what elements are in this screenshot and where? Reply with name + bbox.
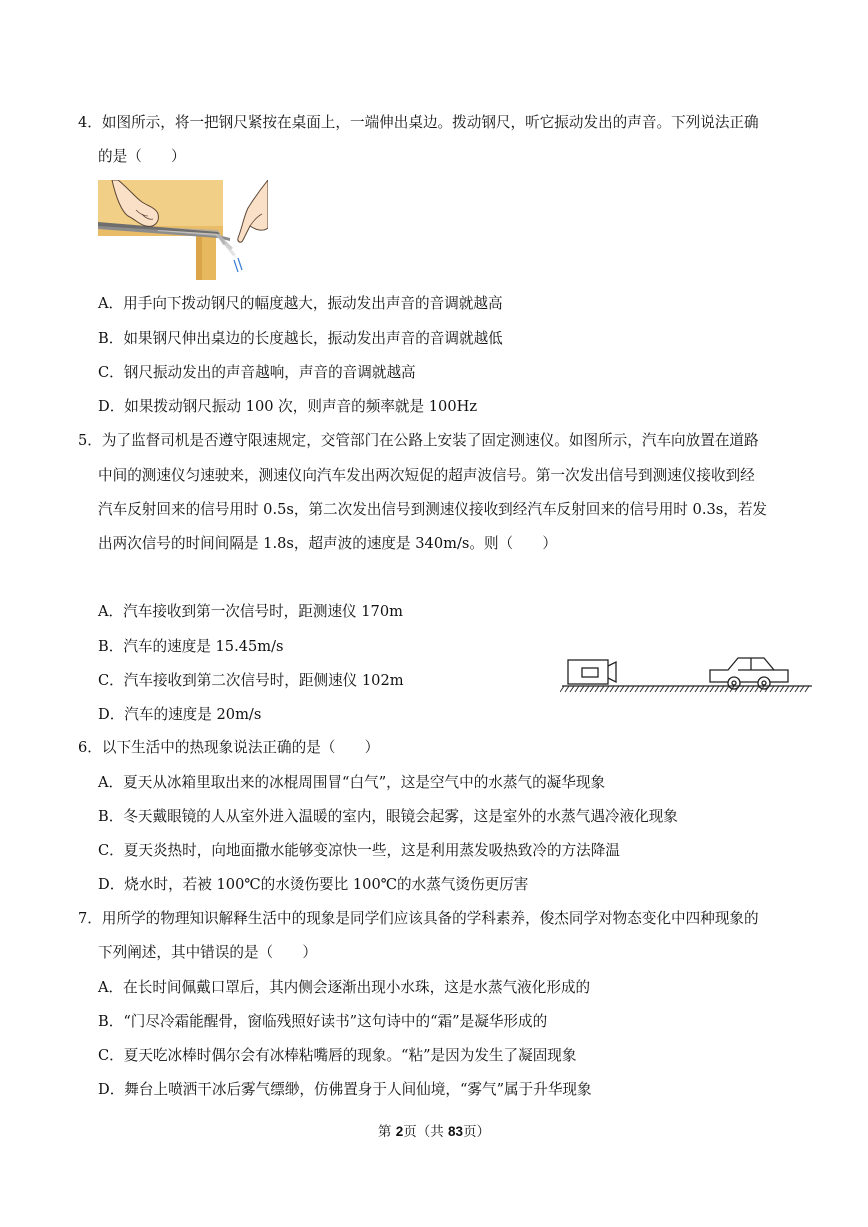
road-hatch-mark xyxy=(700,686,704,692)
question-5-option-b: B．汽车的速度是 15.45m/s xyxy=(98,638,284,655)
question-4-option-d: D．如果拨动钢尺振动 100 次，则声音的频率就是 100Hz xyxy=(98,398,478,415)
road-hatch-mark xyxy=(620,686,624,692)
road-hatch-mark xyxy=(650,686,654,692)
road-hatch-mark xyxy=(685,686,689,692)
car xyxy=(710,658,788,689)
road-hatch-mark xyxy=(630,686,634,692)
question-4-stem-line1: 4．如图所示，将一把钢尺紧按在桌面上，一端伸出桌边。拨动钢尺，听它振动发出的声音。下列说法正确 xyxy=(78,114,759,131)
question-6-option-b: B．冬天戴眼镜的人从室外进入温暖的室内，眼镜会起雾，这是室外的水蒸气遇冷液化现象 xyxy=(98,808,678,825)
road-hatch-mark xyxy=(800,686,804,692)
road-hatch-mark xyxy=(680,686,684,692)
question-5-stem-line3: 汽车反射回来的信号用时 0.5s，第二次发出信号到测速仪接收到经汽车反射回来的信号用时 0.3s，若发 xyxy=(98,501,768,518)
ruler-on-table-figure xyxy=(98,180,268,280)
question-7-stem-line2: 下列阐述，其中错误的是（ ） xyxy=(98,944,317,961)
road-hatch-mark xyxy=(755,686,759,692)
question-7-option-a: A．在长时间佩戴口罩后，其内侧会逐渐出现小水珠，这是水蒸气液化形成的 xyxy=(98,979,591,996)
road-hatch-mark xyxy=(585,686,589,692)
road-hatch-mark xyxy=(785,686,789,692)
road-hatch-mark xyxy=(665,686,669,692)
question-4-option-b: B．如果钢尺伸出桌边的长度越长，振动发出声音的音调就越低 xyxy=(98,330,503,347)
question-4-option-a: A．用手向下拨动钢尺的幅度越大，振动发出声音的音调就越高 xyxy=(98,295,503,312)
question-6-option-d: D．烧水时，若被 100℃的水烫伤要比 100℃的水蒸气烫伤更厉害 xyxy=(98,876,529,893)
question-7-stem-line1: 7．用所学的物理知识解释生活中的现象是同学们应该具备的学科素养，俊杰同学对物态变化中四种现象的 xyxy=(78,910,759,927)
road-hatch-mark xyxy=(780,686,784,692)
road-hatch-mark xyxy=(720,686,724,692)
road-hatch-mark xyxy=(565,686,569,692)
road-hatch-mark xyxy=(745,686,749,692)
question-5-stem-line1: 5．为了监督司机是否遵守限速规定，交管部门在公路上安装了固定测速仪。如图所示，汽车向放置在道路 xyxy=(78,432,759,449)
page-footer xyxy=(0,1122,868,1142)
vibration-lines xyxy=(234,258,242,272)
road-hatch-mark xyxy=(695,686,699,692)
road-hatch-mark xyxy=(705,686,709,692)
road-hatch-mark xyxy=(660,686,664,692)
road-hatch-mark xyxy=(790,686,794,692)
footer-prefix: 第 xyxy=(377,1124,396,1140)
road-hatch-mark xyxy=(740,686,744,692)
road-hatch-mark xyxy=(625,686,629,692)
road-hatch-mark xyxy=(560,686,564,692)
question-6-stem: 6．以下生活中的热现象说法正确的是（ ） xyxy=(78,739,380,756)
road xyxy=(560,686,812,692)
footer-middle: 页（共 xyxy=(403,1124,449,1140)
road-hatch-mark xyxy=(710,686,714,692)
question-7-option-d: D．舞台上喷洒干冰后雾气缥缈，仿佛置身于人间仙境，“雾气”属于升华现象 xyxy=(98,1081,592,1098)
road-hatch-mark xyxy=(750,686,754,692)
road-hatch-mark xyxy=(775,686,779,692)
road-hatch-mark xyxy=(605,686,609,692)
road-hatch-mark xyxy=(590,686,594,692)
road-hatch-mark xyxy=(610,686,614,692)
road-hatch-mark xyxy=(675,686,679,692)
question-4-option-c: C．钢尺振动发出的声音越响，声音的音调就越高 xyxy=(98,364,416,381)
road-hatch-mark xyxy=(595,686,599,692)
question-5-option-c: C．汽车接收到第二次信号时，距侧速仪 102m xyxy=(98,672,404,689)
right-hand xyxy=(238,180,268,242)
road-hatch-mark xyxy=(805,686,809,692)
road-hatch-mark xyxy=(570,686,574,692)
road-hatch-mark xyxy=(575,686,579,692)
road-hatch-mark xyxy=(635,686,639,692)
question-5-stem-line4: 出两次信号的时间间隔是 1.8s，超声波的速度是 340m/s。则（ ） xyxy=(98,535,557,552)
road-hatch-mark xyxy=(600,686,604,692)
question-4-stem-line2: 的是（ ） xyxy=(98,148,186,165)
road-hatch-mark xyxy=(770,686,774,692)
question-6-option-c: C．夏天炎热时，向地面撒水能够变凉快一些，这是利用蒸发吸热致冷的方法降温 xyxy=(98,842,620,859)
road-hatch-mark xyxy=(580,686,584,692)
road-hatch-mark xyxy=(640,686,644,692)
road-hatch-mark xyxy=(645,686,649,692)
question-7-option-c: C．夏天吃冰棒时偶尔会有冰棒粘嘴唇的现象。“粘”是因为发生了凝固现象 xyxy=(98,1047,577,1064)
road-hatch-mark xyxy=(670,686,674,692)
footer-page-number: 2 xyxy=(395,1124,404,1139)
road-hatch-mark xyxy=(725,686,729,692)
question-7-option-b: B．“门尽冷霜能醒骨，窗临残照好读书”这句诗中的“霜”是凝华形成的 xyxy=(98,1013,548,1030)
question-6-option-a: A．夏天从冰箱里取出来的冰棍周围冒“白气”，这是空气中的水蒸气的凝华现象 xyxy=(98,774,606,791)
road-hatch-mark xyxy=(615,686,619,692)
question-5-stem-line2: 中间的测速仪匀速驶来，测速仪向汽车发出两次短促的超声波信号。第一次发出信号到测速仪接收到经 xyxy=(98,467,755,484)
road-hatch-mark xyxy=(715,686,719,692)
road-hatch-mark xyxy=(655,686,659,692)
footer-total-pages: 83 xyxy=(448,1124,464,1139)
speed-meter-figure xyxy=(560,648,814,696)
road-hatch-mark xyxy=(690,686,694,692)
footer-suffix: 页） xyxy=(463,1124,491,1140)
speed-meter xyxy=(568,660,616,684)
question-5-option-d: D．汽车的速度是 20m/s xyxy=(98,706,262,723)
question-5-option-a: A．汽车接收到第一次信号时，距测速仪 170m xyxy=(98,603,403,620)
road-hatch-mark xyxy=(795,686,799,692)
